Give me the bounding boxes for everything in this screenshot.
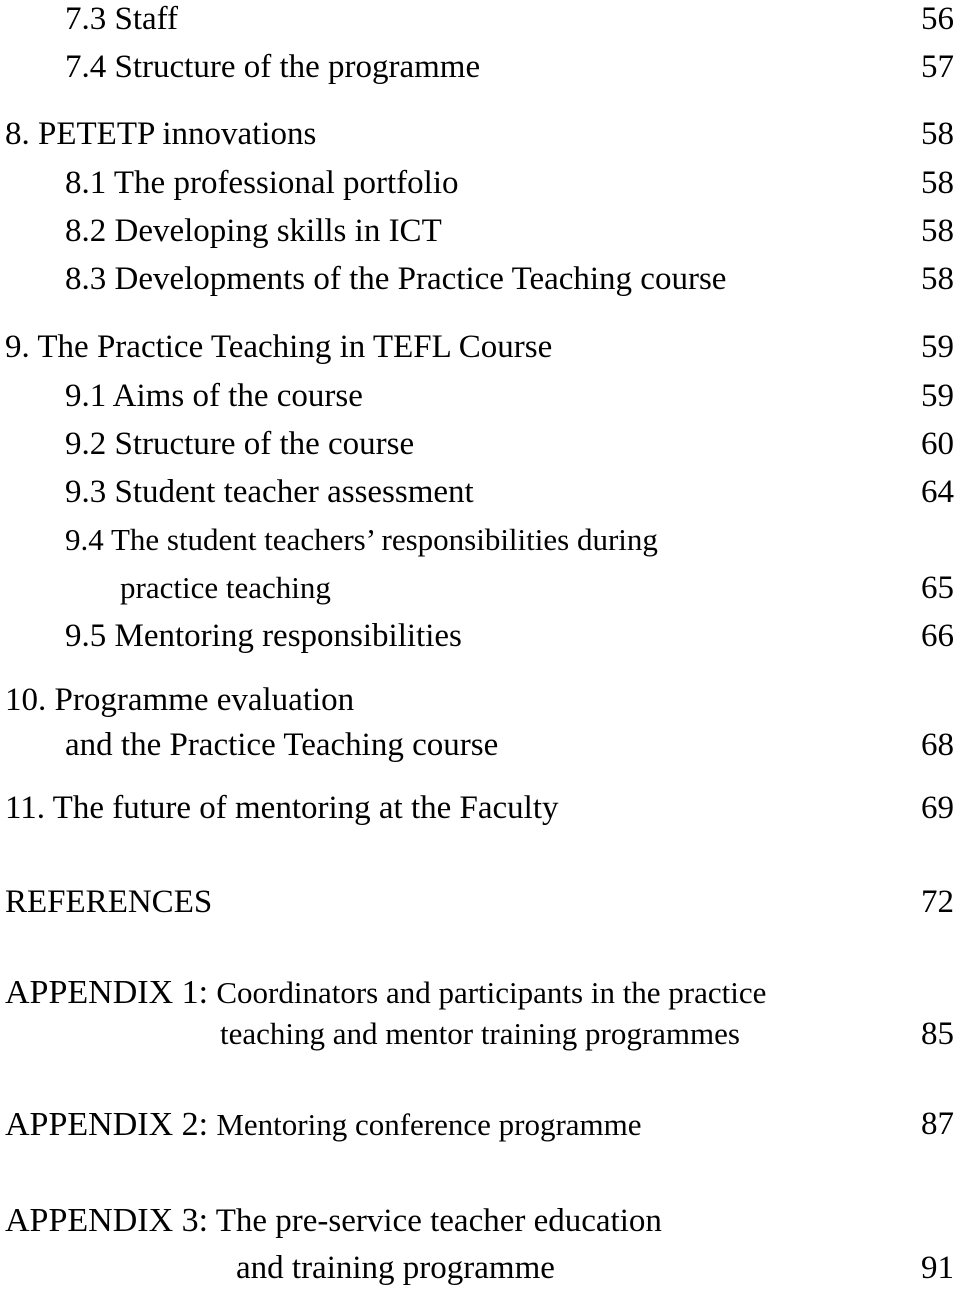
toc-page-10: 68 (921, 727, 954, 763)
toc-page-8-3: 58 (921, 261, 954, 297)
toc-page-8: 58 (921, 116, 954, 152)
toc-page-9-3: 64 (921, 474, 954, 510)
toc-page-8-2: 58 (921, 213, 954, 249)
appendix-3-title: The pre-service teacher education (215, 1203, 662, 1239)
toc-appendix-3 (5, 1204, 662, 1238)
appendix-1-prefix: APPENDIX 1: (5, 974, 209, 1011)
toc-page-appendix-2: 87 (921, 1106, 954, 1142)
toc-page-appendix-3: 91 (921, 1250, 954, 1286)
toc-entry-10: 10. Programme evaluation (5, 682, 355, 718)
toc-entry-10-cont: and the Practice Teaching course (65, 727, 499, 763)
toc-entry-8-2: 8.2 Developing skills in ICT (65, 213, 442, 249)
toc-page-appendix-1: 85 (921, 1016, 954, 1052)
toc-entry-7-3: 7.3 Staff (65, 1, 179, 37)
toc-page-9-1: 59 (921, 378, 954, 414)
toc-page-references: 72 (921, 884, 954, 920)
toc-entry-7-4: 7.4 Structure of the programme (65, 49, 481, 85)
toc-page-9-2: 60 (921, 426, 954, 462)
toc-entry-9-3: 9.3 Student teacher assessment (65, 474, 474, 510)
toc-page-7-4: 57 (921, 49, 954, 85)
toc-page-9-5: 66 (921, 618, 954, 654)
toc-appendix-2 (5, 1108, 642, 1142)
toc-entry-9-2: 9.2 Structure of the course (65, 426, 415, 462)
toc-page-8-1: 58 (921, 165, 954, 201)
appendix-3-prefix: APPENDIX 3: (5, 1202, 209, 1239)
appendix-1-title-cont: teaching and mentor training programmes (220, 1016, 740, 1051)
toc-entry-references: REFERENCES (5, 884, 213, 920)
toc-entry-9-4-cont: practice teaching (120, 570, 331, 605)
appendix-2-title: Mentoring conference programme (216, 1107, 642, 1142)
toc-page-11: 69 (921, 790, 954, 826)
toc-entry-9-1: 9.1 Aims of the course (65, 378, 363, 414)
toc-entry-8-1: 8.1 The professional portfolio (65, 165, 459, 201)
toc-entry-8-3: 8.3 Developments of the Practice Teaching course (65, 261, 727, 297)
appendix-3-title-cont: and training programme (236, 1250, 555, 1286)
appendix-1-title: Coordinators and participants in the practice (216, 975, 767, 1010)
toc-entry-11: 11. The future of mentoring at the Faculty (5, 790, 559, 826)
toc-entry-9-5: 9.5 Mentoring responsibilities (65, 618, 462, 654)
toc-entry-9: 9. The Practice Teaching in TEFL Course (5, 329, 553, 365)
toc-page-9: 59 (921, 329, 954, 365)
appendix-2-prefix: APPENDIX 2: (5, 1106, 209, 1143)
toc-entry-8: 8. PETETP innovations (5, 116, 317, 152)
toc-page-9-4: 65 (921, 570, 954, 606)
toc-appendix-1 (5, 976, 766, 1010)
toc-page-7-3: 56 (921, 1, 954, 37)
toc-entry-9-4: 9.4 The student teachers’ responsibilities during (65, 522, 658, 557)
